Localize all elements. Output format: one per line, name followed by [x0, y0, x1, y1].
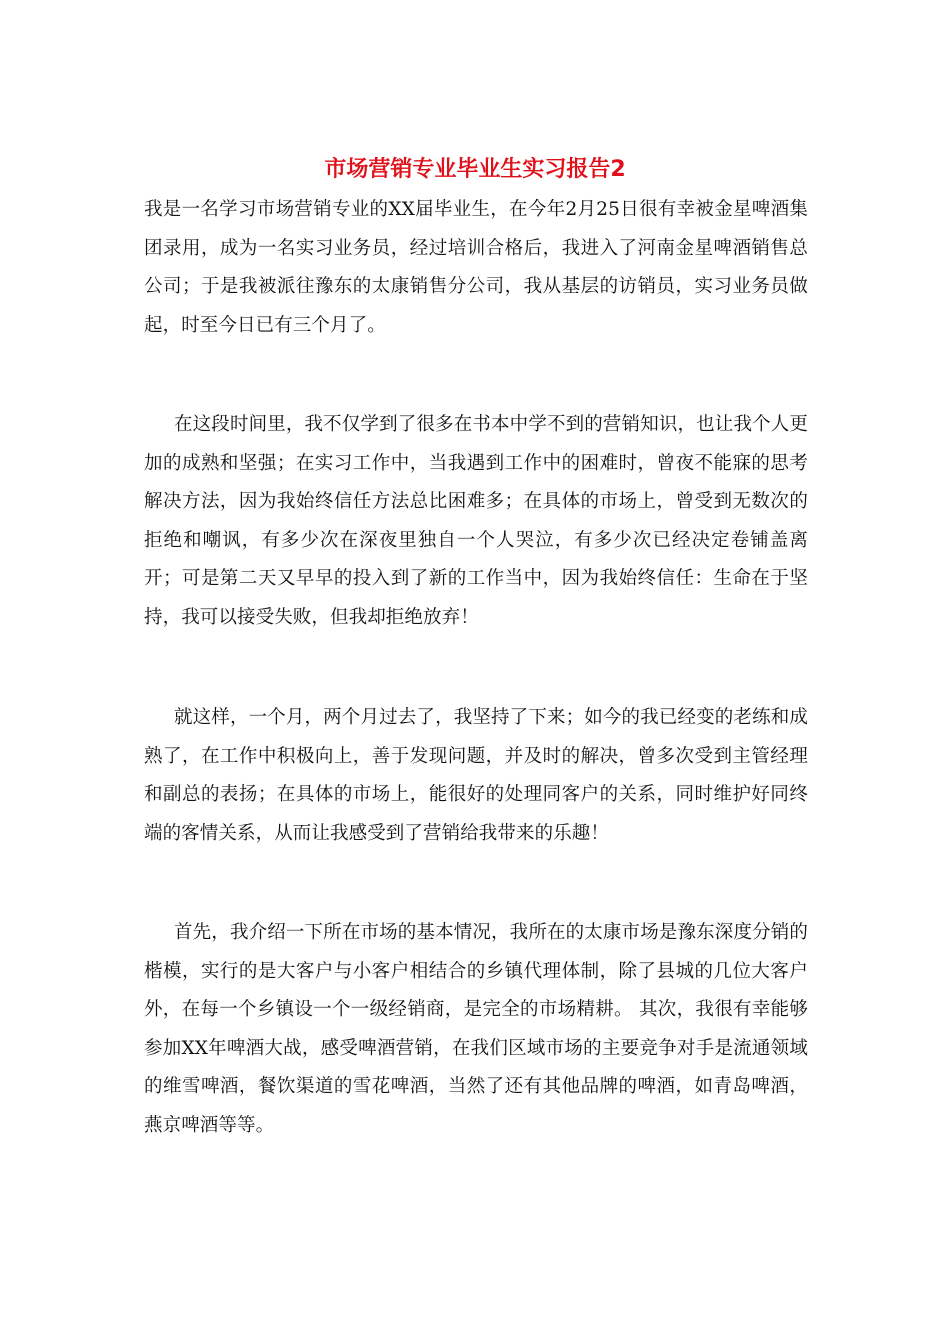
paragraph-maturity: 就这样，一个月，两个月过去了，我坚持了下来；如今的我已经变的老练和成熟了，在工作中积极向上，善于发现问题，并及时的解决，曾多次受到主管经理和副总的表扬；在具体的市场上，能很好的处理同客户的关系，同时维护好同终端的客情关系，从而让我感受到了营销给我带来的乐趣！: [144, 707, 808, 844]
paragraph-growth: 在这段时间里，我不仅学到了很多在书本中学不到的营销知识，也让我个人更加的成熟和坚强；在实习工作中，当我遇到工作中的困难时，曾夜不能寐的思考解决方法，因为我始终信任方法总比困难多；在具体的市场上，曾受到无数次的拒绝和嘲讽，有多少次在深夜里独自一个人哭泣，有多少次已经决定卷铺盖离开；可是第二天又早早的投入到了新的工作当中，因为我始终信任：生命在于坚持，我可以接受失败，但我却拒绝放弃！: [144, 414, 808, 628]
document-title: 市场营销专业毕业生实习报告2: [324, 157, 626, 182]
paragraph-intro: 我是一名学习市场营销专业的XX届毕业生，在今年2月25日很有幸被金星啤酒集团录用，成为一名实习业务员，经过培训合格后，我进入了河南金星啤酒销售总公司；于是我被派往豫东的太康销售分公司，我从基层的访销员，实习业务员做起，时至今日已有三个月了。: [144, 199, 808, 336]
paragraph-market-situation: 首先，我介绍一下所在市场的基本情况，我所在的太康市场是豫东深度分销的楷模，实行的是大客户与小客户相结合的乡镇代理体制，除了县城的几位大客户外，在每一个乡镇设一个一级经销商，是完全的市场精耕。 其次，我很有幸能够参加XX年啤酒大战，感受啤酒营销，在我们区域市场的主要竞争对手是流通领域的维雪啤酒，餐饮渠道的雪花啤酒，当然了还有其他品牌的啤酒，如青岛啤酒，燕京啤酒等等。: [144, 922, 808, 1136]
